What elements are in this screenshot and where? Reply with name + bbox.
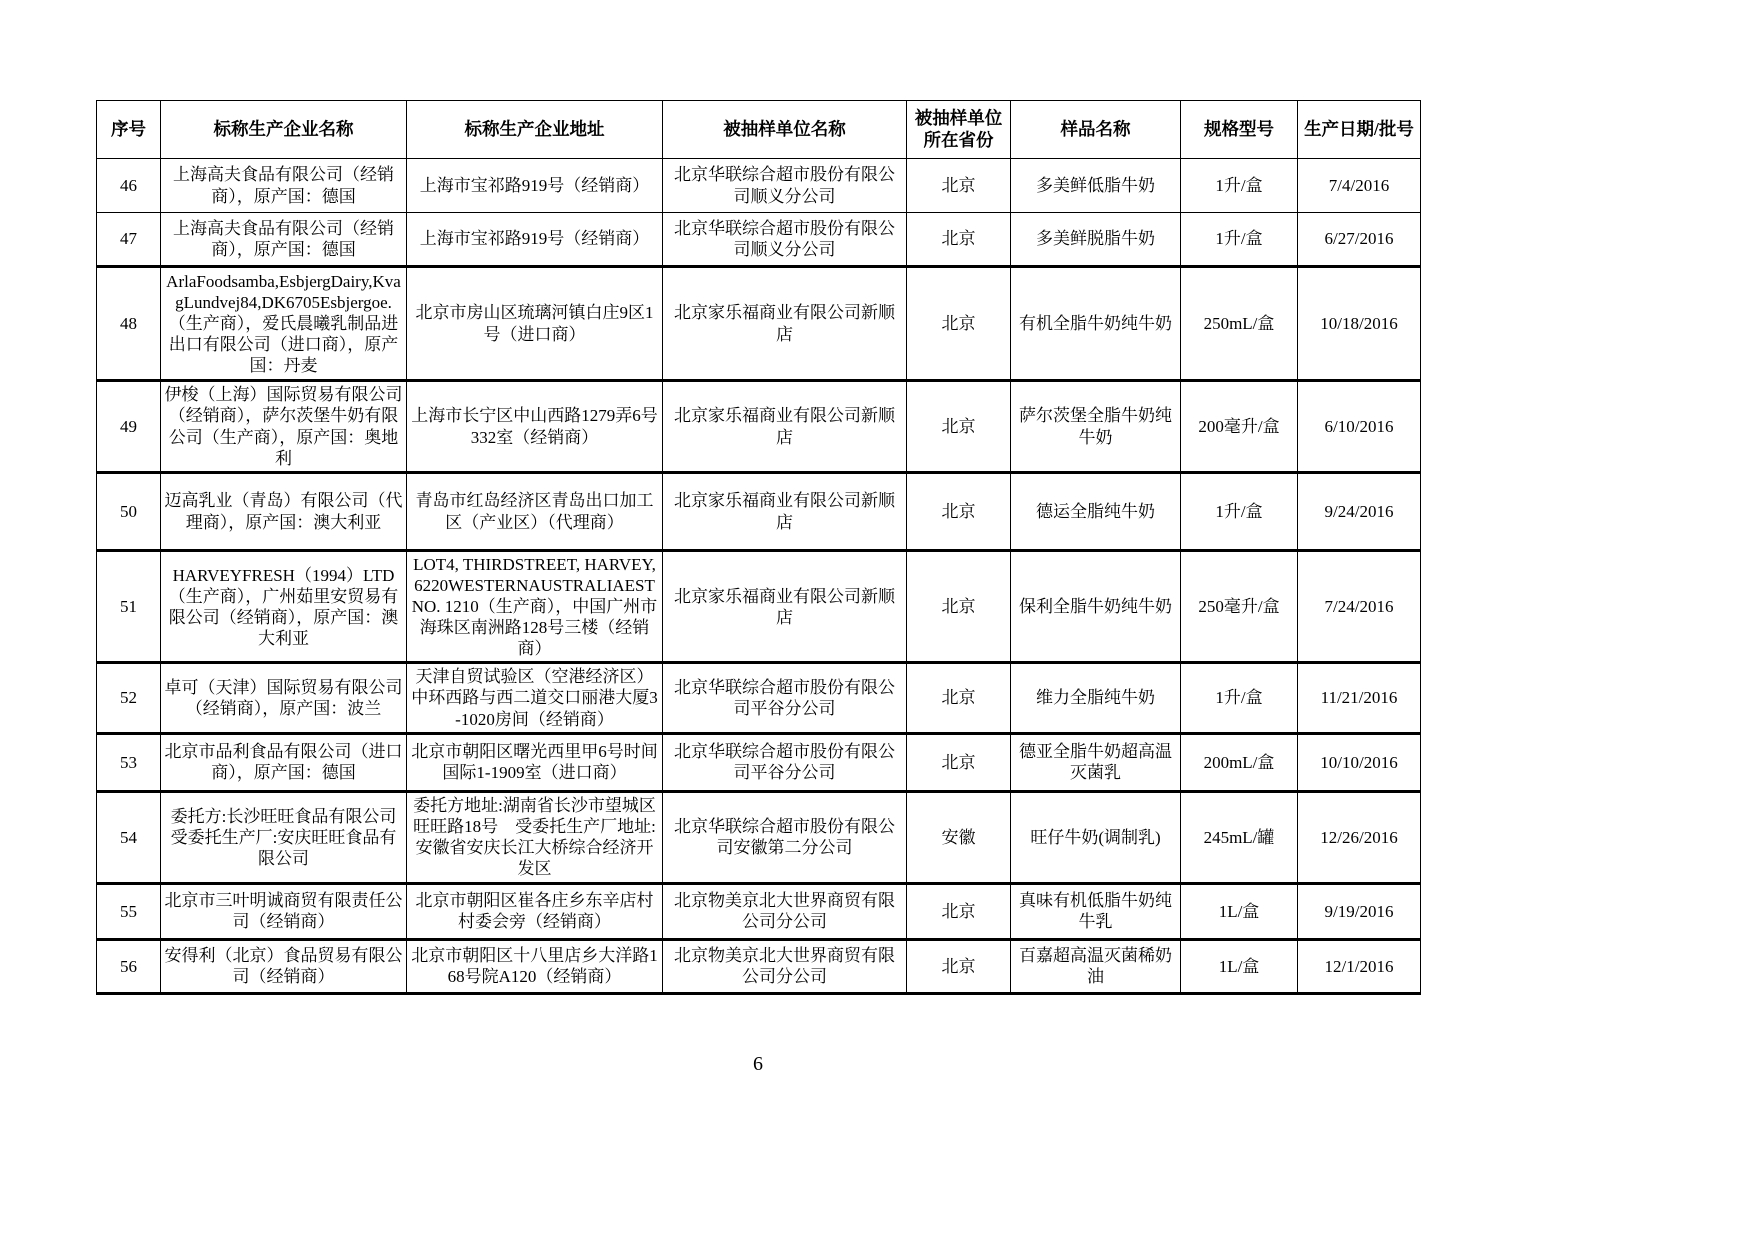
sample-name-cell: 萨尔茨堡全脂牛奶纯牛奶: [1011, 381, 1181, 473]
province-cell: 北京: [907, 213, 1011, 267]
document-page: [96, 100, 1420, 1076]
row-number-cell: 53: [97, 733, 161, 791]
spec-cell: 200mL/盒: [1181, 733, 1298, 791]
sample-name-cell: 维力全脂纯牛奶: [1011, 663, 1181, 733]
production-date-cell: 9/24/2016: [1298, 473, 1421, 551]
sampled-unit-cell: 北京华联综合超市股份有限公司平谷分公司: [663, 733, 907, 791]
spec-cell: 200毫升/盒: [1181, 381, 1298, 473]
producer-name-cell: 安得利（北京）食品贸易有限公司（经销商）: [161, 939, 407, 993]
sample-name-cell: 真味有机低脂牛奶纯牛乳: [1011, 883, 1181, 939]
production-date-cell: 7/24/2016: [1298, 551, 1421, 663]
sampled-unit-cell: 北京家乐福商业有限公司新顺店: [663, 381, 907, 473]
province-cell: 北京: [907, 733, 1011, 791]
producer-address-cell: 北京市房山区琉璃河镇白庄9区1号（进口商）: [407, 267, 663, 381]
spec-cell: 1升/盒: [1181, 213, 1298, 267]
row-number-cell: 55: [97, 883, 161, 939]
province-cell: 北京: [907, 883, 1011, 939]
sampled-unit-cell: 北京华联综合超市股份有限公司安徽第二分公司: [663, 791, 907, 883]
sample-name-cell: 德亚全脂牛奶超高温灭菌乳: [1011, 733, 1181, 791]
spec-cell: 245mL/罐: [1181, 791, 1298, 883]
spec-cell: 1L/盒: [1181, 883, 1298, 939]
sample-name-cell: 德运全脂纯牛奶: [1011, 473, 1181, 551]
header-production-date: 生产日期/批号: [1298, 101, 1421, 159]
sampled-unit-cell: 北京华联综合超市股份有限公司顺义分公司: [663, 213, 907, 267]
sampled-unit-cell: 北京华联综合超市股份有限公司顺义分公司: [663, 159, 907, 213]
producer-name-cell: 委托方:长沙旺旺食品有限公司受委托生产厂:安庆旺旺食品有限公司: [161, 791, 407, 883]
province-cell: 北京: [907, 381, 1011, 473]
production-date-cell: 6/10/2016: [1298, 381, 1421, 473]
page-number: 6: [753, 1052, 763, 1075]
spec-cell: 1升/盒: [1181, 663, 1298, 733]
producer-address-cell: 北京市朝阳区曙光西里甲6号时间国际1-1909室（进口商）: [407, 733, 663, 791]
table-row: [97, 159, 1421, 213]
producer-address-cell: 上海市宝祁路919号（经销商）: [407, 213, 663, 267]
table-row: [97, 473, 1421, 551]
producer-address-cell: 上海市长宁区中山西路1279弄6号332室（经销商）: [407, 381, 663, 473]
header-sampled-unit: 被抽样单位名称: [663, 101, 907, 159]
production-date-cell: 12/1/2016: [1298, 939, 1421, 993]
province-cell: 北京: [907, 473, 1011, 551]
spec-cell: 1升/盒: [1181, 159, 1298, 213]
row-number-cell: 56: [97, 939, 161, 993]
producer-address-cell: 天津自贸试验区（空港经济区）中环西路与西二道交口丽港大厦3-1020房间（经销商）: [407, 663, 663, 733]
row-number-cell: 51: [97, 551, 161, 663]
province-cell: 北京: [907, 663, 1011, 733]
production-date-cell: 11/21/2016: [1298, 663, 1421, 733]
table-row: [97, 791, 1421, 883]
header-sample-name: 样品名称: [1011, 101, 1181, 159]
producer-name-cell: ArlaFoodsamba,EsbjergDairy,KvagLundvej84,DK6705Esbjergoe.（生产商），爱氏晨曦乳制品进出口有限公司（进口商），原产国：丹麦: [161, 267, 407, 381]
producer-address-cell: LOT4, THIRDSTREET, HARVEY, 6220WESTERNAUSTRALIAESTNO. 1210（生产商），中国广州市海珠区南洲路128号三楼（经销商）: [407, 551, 663, 663]
province-cell: 北京: [907, 159, 1011, 213]
row-number-cell: 47: [97, 213, 161, 267]
sampled-unit-cell: 北京华联综合超市股份有限公司平谷分公司: [663, 663, 907, 733]
sample-name-cell: 多美鲜脱脂牛奶: [1011, 213, 1181, 267]
production-date-cell: 9/19/2016: [1298, 883, 1421, 939]
producer-address-cell: 北京市朝阳区崔各庄乡东辛店村村委会旁（经销商）: [407, 883, 663, 939]
sampled-unit-cell: 北京家乐福商业有限公司新顺店: [663, 473, 907, 551]
row-number-cell: 50: [97, 473, 161, 551]
producer-name-cell: 北京市品利食品有限公司（进口商），原产国：德国: [161, 733, 407, 791]
table-row: [97, 213, 1421, 267]
province-cell: 北京: [907, 551, 1011, 663]
producer-address-cell: 北京市朝阳区十八里店乡大洋路168号院A120（经销商）: [407, 939, 663, 993]
sampling-table: [96, 100, 1421, 995]
header-province: 被抽样单位所在省份: [907, 101, 1011, 159]
production-date-cell: 12/26/2016: [1298, 791, 1421, 883]
table-row: [97, 733, 1421, 791]
producer-name-cell: 伊梭（上海）国际贸易有限公司（经销商），萨尔茨堡牛奶有限公司（生产商），原产国：奥地利: [161, 381, 407, 473]
sample-name-cell: 保利全脂牛奶纯牛奶: [1011, 551, 1181, 663]
province-cell: 安徽: [907, 791, 1011, 883]
production-date-cell: 10/10/2016: [1298, 733, 1421, 791]
row-number-cell: 54: [97, 791, 161, 883]
table-row: [97, 381, 1421, 473]
table-row: [97, 267, 1421, 381]
sample-name-cell: 有机全脂牛奶纯牛奶: [1011, 267, 1181, 381]
producer-name-cell: 卓可（天津）国际贸易有限公司（经销商），原产国：波兰: [161, 663, 407, 733]
production-date-cell: 10/18/2016: [1298, 267, 1421, 381]
producer-address-cell: 委托方地址:湖南省长沙市望城区旺旺路18号 受委托生产厂地址:安徽省安庆长江大桥综合经济开发区: [407, 791, 663, 883]
producer-name-cell: 上海高夫食品有限公司（经销商），原产国：德国: [161, 159, 407, 213]
table-row: [97, 883, 1421, 939]
header-spec: 规格型号: [1181, 101, 1298, 159]
table-row: [97, 663, 1421, 733]
spec-cell: 250毫升/盒: [1181, 551, 1298, 663]
sample-name-cell: 百嘉超高温灭菌稀奶油: [1011, 939, 1181, 993]
production-date-cell: 7/4/2016: [1298, 159, 1421, 213]
header-row-number: 序号: [97, 101, 161, 159]
producer-name-cell: HARVEYFRESH（1994）LTD（生产商），广州茹里安贸易有限公司（经销商），原产国：澳大利亚: [161, 551, 407, 663]
province-cell: 北京: [907, 267, 1011, 381]
sampled-unit-cell: 北京家乐福商业有限公司新顺店: [663, 267, 907, 381]
row-number-cell: 52: [97, 663, 161, 733]
producer-name-cell: 北京市三叶明诚商贸有限责任公司（经销商）: [161, 883, 407, 939]
row-number-cell: 49: [97, 381, 161, 473]
province-cell: 北京: [907, 939, 1011, 993]
producer-address-cell: 上海市宝祁路919号（经销商）: [407, 159, 663, 213]
spec-cell: 1升/盒: [1181, 473, 1298, 551]
spec-cell: 1L/盒: [1181, 939, 1298, 993]
producer-name-cell: 上海高夫食品有限公司（经销商），原产国：德国: [161, 213, 407, 267]
producer-name-cell: 迈高乳业（青岛）有限公司（代理商），原产国：澳大利亚: [161, 473, 407, 551]
header-producer-address: 标称生产企业地址: [407, 101, 663, 159]
header-producer-name: 标称生产企业名称: [161, 101, 407, 159]
producer-address-cell: 青岛市红岛经济区青岛出口加工区（产业区）（代理商）: [407, 473, 663, 551]
sampled-unit-cell: 北京家乐福商业有限公司新顺店: [663, 551, 907, 663]
sampled-unit-cell: 北京物美京北大世界商贸有限公司分公司: [663, 939, 907, 993]
sample-name-cell: 多美鲜低脂牛奶: [1011, 159, 1181, 213]
header-row: [97, 101, 1421, 159]
production-date-cell: 6/27/2016: [1298, 213, 1421, 267]
table-row: [97, 551, 1421, 663]
table-row: [97, 939, 1421, 993]
sample-name-cell: 旺仔牛奶(调制乳): [1011, 791, 1181, 883]
row-number-cell: 46: [97, 159, 161, 213]
spec-cell: 250mL/盒: [1181, 267, 1298, 381]
sampled-unit-cell: 北京物美京北大世界商贸有限公司分公司: [663, 883, 907, 939]
row-number-cell: 48: [97, 267, 161, 381]
